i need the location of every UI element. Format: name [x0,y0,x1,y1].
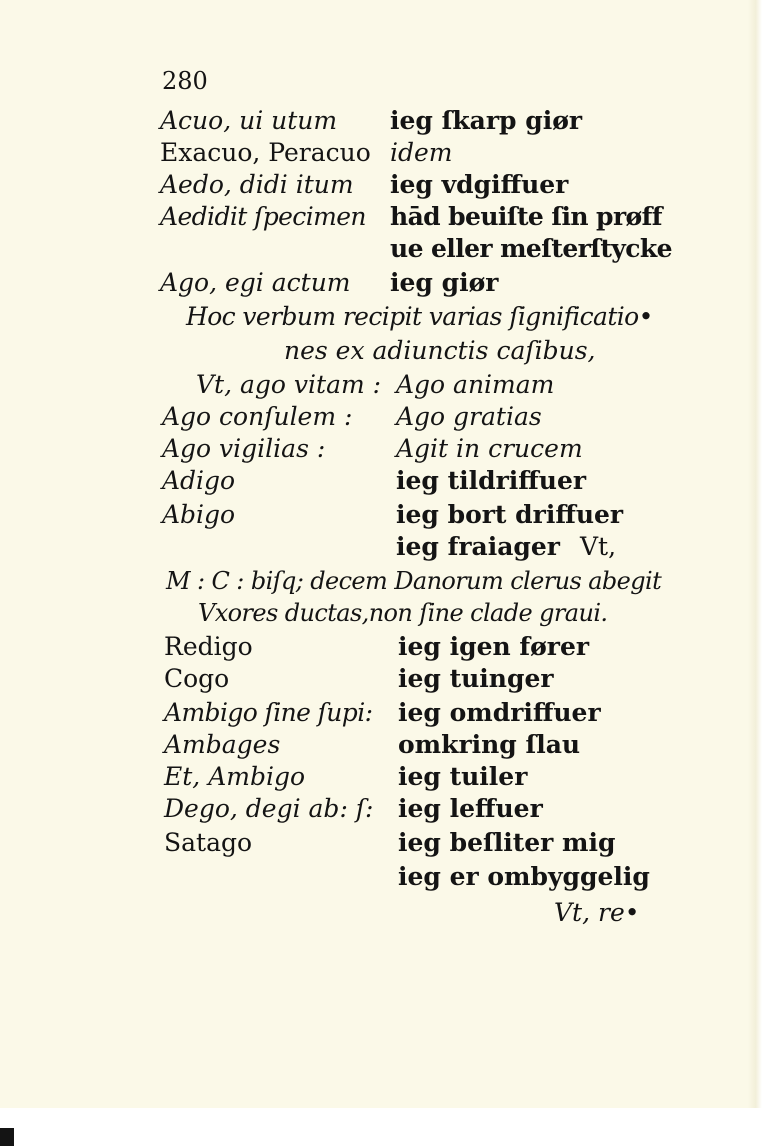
danish-gloss: ieg er ombyggelig [398,862,650,891]
latin-headword: Dego, degi ab: ſ: [164,794,374,823]
danish-gloss: ieg tuiler [398,762,528,791]
danish-gloss: ieg tuinger [398,664,554,693]
note-line: Hoc verbum recipit varias ſignificatio• [186,302,653,331]
quote-line: Vxores ductas,non ſine clade graui. [198,599,608,627]
scan-margin [0,1108,762,1146]
example-left: Adigo [162,466,236,495]
note-line: nes ex adiunctis caſibus, [284,336,596,365]
example-right: ieg fraiager [396,532,560,561]
latin-headword: Aedo, didi itum [160,170,354,199]
danish-gloss: ieg ſkarp giør [390,106,583,135]
example-right: Ago gratias [396,402,542,431]
danish-gloss: idem [390,138,453,167]
catchword: Vt, re• [554,898,640,927]
danish-gloss: ieg igen fører [398,632,590,661]
scan-corner [0,1128,14,1146]
example-left: Ago vigilias : [162,434,326,463]
example-right: ieg tildriffuer [396,466,587,495]
latin-headword: Ambigo ſine ſupi: [164,698,373,727]
page-number: 280 [162,67,208,95]
latin-headword: Redigo [164,632,253,661]
danish-gloss: omkring ſlau [398,730,581,759]
latin-headword: Exacuo, Peracuo [160,138,371,167]
page-edge-shadow [748,0,762,1146]
example-right: Ago animam [396,370,555,399]
latin-headword: Acuo, ui utum [160,106,338,135]
latin-headword: Et, Ambigo [164,762,306,791]
example-left: Vt, ago vitam : [196,370,382,399]
quote-line: M : C : biſq; decem Danorum clerus abegit [166,567,662,595]
latin-headword: Ambages [164,730,281,759]
example-right: ieg bort driffuer [396,500,624,529]
example-right: Agit in crucem [396,434,583,463]
example-left: Abigo [162,500,236,529]
danish-gloss: ieg vdgiffuer [390,170,569,199]
danish-gloss: ieg giør [390,268,499,297]
example-trailer: Vt, [580,532,617,561]
example-left: Ago conſulem : [162,402,353,431]
danish-gloss: hād beuiſte ſin prøff [390,202,662,231]
latin-headword: Satago [164,828,253,857]
danish-gloss: ieg leffuer [398,794,543,823]
latin-headword: Ago, egi actum [160,268,351,297]
danish-gloss: ue eller meſterſtycke [390,234,672,263]
latin-headword: Aedidit ſpecimen [160,202,366,231]
latin-headword: Cogo [164,664,230,693]
danish-gloss: ieg omdriffuer [398,698,601,727]
danish-gloss: ieg beſliter mig [398,828,616,857]
